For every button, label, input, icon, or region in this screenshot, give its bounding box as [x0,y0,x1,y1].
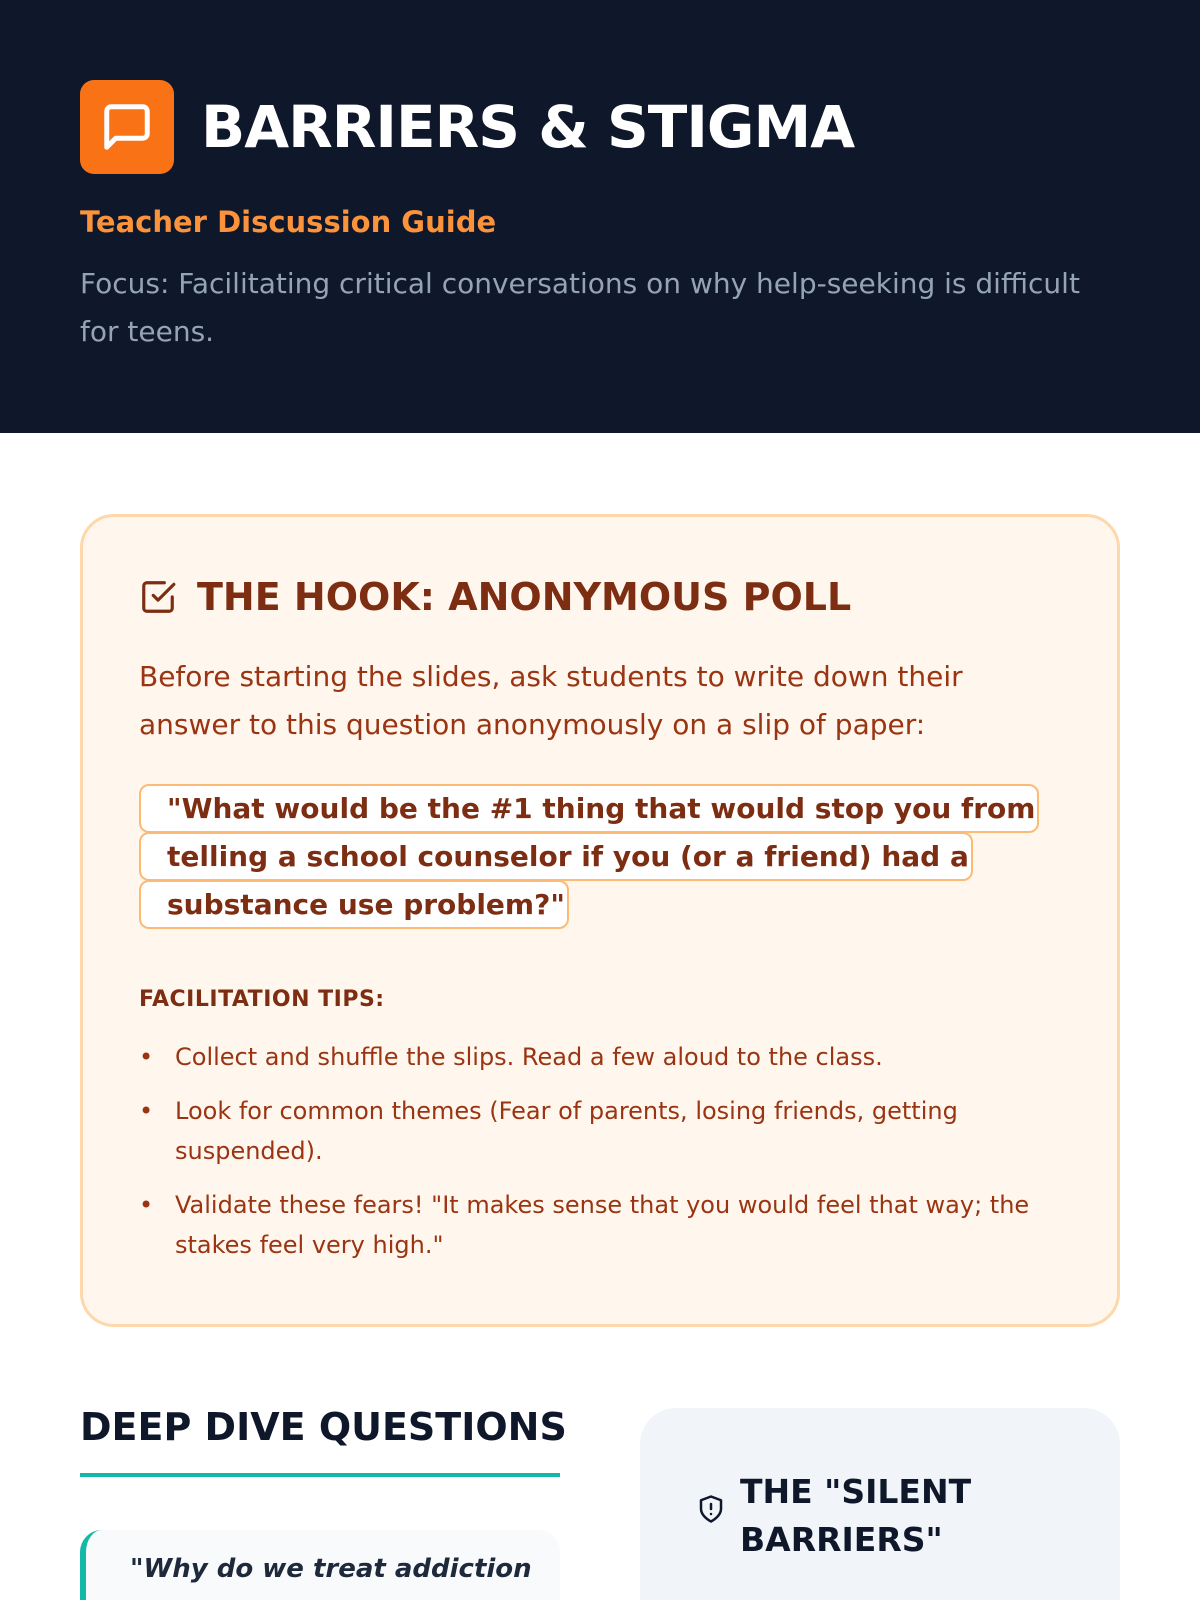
poll-question [139,785,1071,929]
question-text: "Why do we treat addiction [130,1554,532,1584]
hook-title: THE HOOK: ANONYMOUS POLL [197,575,852,619]
list-item: • Look for common themes (Fear of parents, losing friends, getting suspended). [139,1091,1039,1171]
section-divider [80,1473,560,1477]
silent-barriers-card [640,1408,1120,1600]
page-subtitle: Teacher Discussion Guide [80,205,497,239]
checkbox-icon [139,578,177,616]
list-item: • Validate these fears! "It makes sense that you would feel that way; the stakes feel very high." [139,1185,1039,1265]
header-banner [0,0,1200,433]
page-title: BARRIERS & STIGMA [201,93,855,161]
facilitation-tips-label: FACILITATION TIPS: [139,987,385,1012]
hook-card [80,514,1120,1327]
facilitation-tips-list [139,1037,1039,1279]
silent-barriers-title: THE "SILENT BARRIERS" [740,1472,972,1559]
list-item: • Collect and shuffle the slips. Read a few aloud to the class. [139,1037,1039,1077]
chat-bubble-icon [80,80,174,174]
poll-question-text: "What would be the #1 thing that would stop you from telling a school counselor if you (or a friend) had a substance use problem?" [139,784,1039,929]
hook-intro: Before starting the slides, ask students to write down their answer to this question anonymously on a slip of paper: [139,660,963,741]
deep-dive-heading: DEEP DIVE QUESTIONS [80,1405,567,1449]
focus-statement: Focus: Facilitating critical conversations on why help-seeking is difficult for teens. [80,267,1080,348]
shield-alert-icon [696,1494,726,1524]
hook-heading [139,575,851,619]
question-card [80,1530,560,1600]
